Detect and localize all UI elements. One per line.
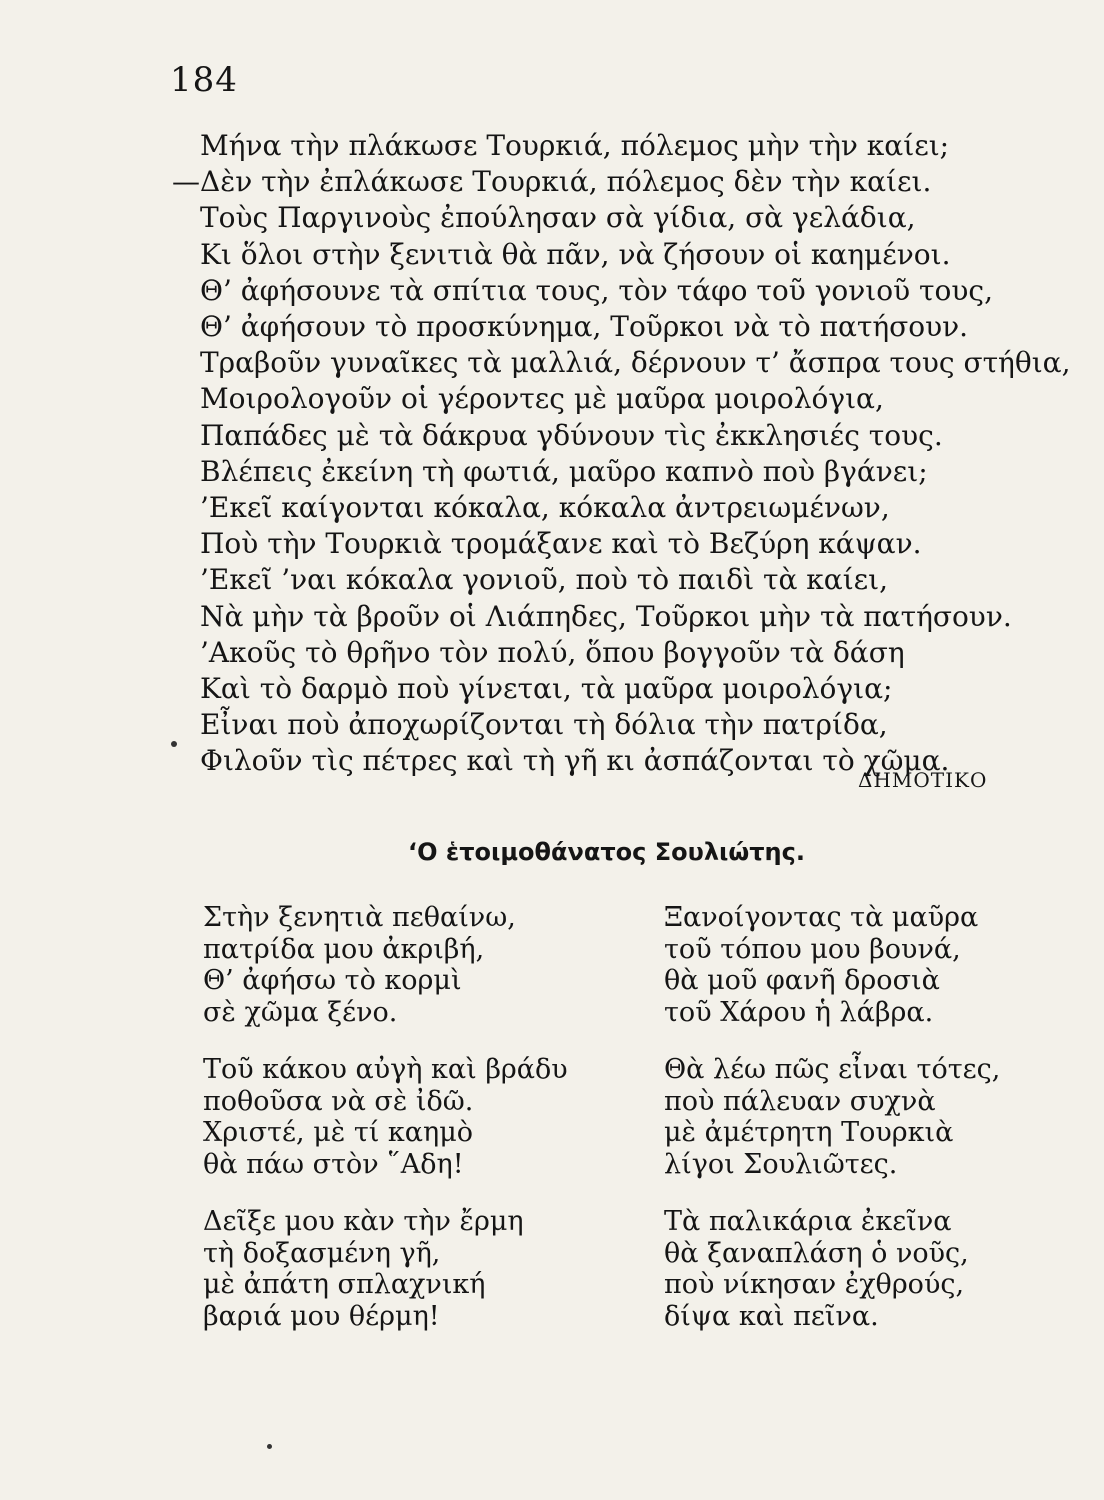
poem-line: Ποὺ τὴν Τουρκιὰ τρομάξανε καὶ τὸ Βεζύρη κάψαν. bbox=[200, 527, 922, 561]
stanza bbox=[664, 902, 1084, 1028]
poem-line: θὰ μοῦ φανῆ δροσιὰ bbox=[664, 965, 940, 996]
poem-2-left-column bbox=[203, 902, 623, 1358]
poem-line: δίψα καὶ πεῖνα. bbox=[664, 1300, 879, 1332]
poem-2-right-column bbox=[664, 902, 1084, 1358]
poem-line: ποὺ νίκησαν ἐχθρούς, bbox=[664, 1269, 965, 1300]
poem-line: Παπάδες μὲ τὰ δάκρυα γδύνουν τὶς ἐκκλησιές τους. bbox=[200, 418, 943, 452]
poem-line: Θ’ ἀφήσουν τὸ προσκύνημα, Τοῦρκοι νὰ τὸ πατήσουν. bbox=[200, 310, 969, 344]
poem-line: ποὺ πάλευαν συχνὰ bbox=[664, 1085, 936, 1117]
poem-line: Ξανοίγοντας τὰ μαῦρα bbox=[664, 902, 979, 933]
poem-line: βαριά μου θέρμη! bbox=[203, 1300, 440, 1332]
poem-line: σὲ χῶμα ξένο. bbox=[203, 996, 398, 1028]
poem-line: τοῦ τόπου μου βουνά, bbox=[664, 933, 961, 965]
poem-1-signature: ΔΗΜΟΤΙΚΟ bbox=[858, 768, 988, 792]
poem-line: Τραβοῦν γυναῖκες τὰ μαλλιά, δέρνουν τ’ ἄσπρα τους στήθια, bbox=[200, 346, 1071, 380]
poem-line: Θ’ ἀφήσω τὸ κορμὶ bbox=[203, 965, 462, 996]
margin-dot bbox=[267, 1444, 272, 1449]
poem-line: Χριστέ, μὲ τί καημὸ bbox=[203, 1117, 474, 1148]
poem-line: Θὰ λέω πῶς εἶναι τότες, bbox=[664, 1054, 1001, 1085]
poem-line: Κι ὅλοι στὴν ξενιτιὰ θὰ πᾶν, νὰ ζήσουν οἱ καημένοι. bbox=[200, 237, 951, 271]
poem-line: ’Ακοῦς τὸ θρῆνο τὸν πολύ, ὅπου βογγοῦν τὰ δάση bbox=[200, 635, 905, 669]
stanza bbox=[664, 1054, 1084, 1180]
poem-line: Βλέπεις ἐκείνη τὴ φωτιά, μαῦρο καπνὸ ποὺ βγάνει; bbox=[200, 454, 928, 488]
poem-line: —Δὲν τὴν ἐπλάκωσε Τουρκιά, πόλεμος δὲν τὴν καίει. bbox=[172, 165, 932, 199]
poem-line: μὲ ἀπάτη σπλαχνική bbox=[203, 1269, 486, 1300]
poem-line: πατρίδα μου ἀκριβή, bbox=[203, 933, 485, 965]
poem-line: Μοιρολογοῦν οἱ γέροντες μὲ μαῦρα μοιρολόγια, bbox=[200, 382, 884, 416]
poem-line: μὲ ἀμέτρητη Τουρκιὰ bbox=[664, 1117, 954, 1148]
poem-line: ’Εκεῖ ’ναι κόκαλα γονιοῦ, ποὺ τὸ παιδὶ τὰ καίει, bbox=[200, 563, 889, 597]
margin-dot bbox=[171, 741, 177, 747]
poem-1 bbox=[172, 128, 1080, 780]
poem-line: Νὰ μὴν τὰ βροῦν οἱ Λιάπηδες, Τοῦρκοι μὴν τὰ πατήσουν. bbox=[200, 599, 1012, 633]
poem-line: θὰ πάω στὸν ῞Αδη! bbox=[203, 1148, 464, 1180]
poem-line: Τοῦ κάκου αὐγὴ καὶ βράδυ bbox=[203, 1054, 568, 1085]
stanza bbox=[203, 1054, 623, 1180]
poem-line: Δεῖξε μου κὰν τὴν ἔρμη bbox=[203, 1206, 524, 1237]
stanza bbox=[203, 1206, 623, 1332]
poem-line: Τὰ παλικάρια ἐκεῖνα bbox=[664, 1206, 952, 1237]
poem-line: ποθοῦσα νὰ σὲ ἰδῶ. bbox=[203, 1085, 474, 1117]
poem-line: Μήνα τὴν πλάκωσε Τουρκιά, πόλεμος μὴν τὴν καίει; bbox=[200, 129, 950, 162]
poem-line: Θ’ ἀφήσουνε τὰ σπίτια τους, τὸν τάφο τοῦ γονιοῦ τους, bbox=[200, 273, 994, 307]
poem-line: τοῦ Χάρου ἡ λάβρα. bbox=[664, 996, 934, 1028]
poem-line: Τοὺς Παργινοὺς ἐπούλησαν σὰ γίδια, σὰ γελάδια, bbox=[200, 201, 916, 235]
poem-2-title: ‘Ο ἑτοιμοθάνατος Σουλιώτης. bbox=[408, 838, 805, 866]
poem-line: Καὶ τὸ δαρμὸ ποὺ γίνεται, τὰ μαῦρα μοιρολόγια; bbox=[200, 672, 893, 706]
stanza bbox=[203, 902, 623, 1028]
poem-line: Φιλοῦν τὶς πέτρες καὶ τὴ γῆ κι ἀσπάζονται τὸ χῶμα. bbox=[200, 744, 950, 778]
poem-line: τὴ δοξασμένη γῆ, bbox=[203, 1237, 441, 1269]
poem-line: λίγοι Σουλιῶτες. bbox=[664, 1148, 898, 1180]
poem-line: θὰ ξαναπλάση ὁ νοῦς, bbox=[664, 1237, 969, 1269]
poem-line: Εἶναι ποὺ ἀποχωρίζονται τὴ δόλια τὴν πατρίδα, bbox=[200, 708, 888, 742]
page-number: 184 bbox=[170, 60, 238, 100]
poem-line: ’Εκεῖ καίγονται κόκαλα, κόκαλα ἀντρειωμένων, bbox=[200, 491, 890, 525]
poem-line: Στὴν ξενητιὰ πεθαίνω, bbox=[203, 902, 516, 933]
stanza bbox=[664, 1206, 1084, 1332]
